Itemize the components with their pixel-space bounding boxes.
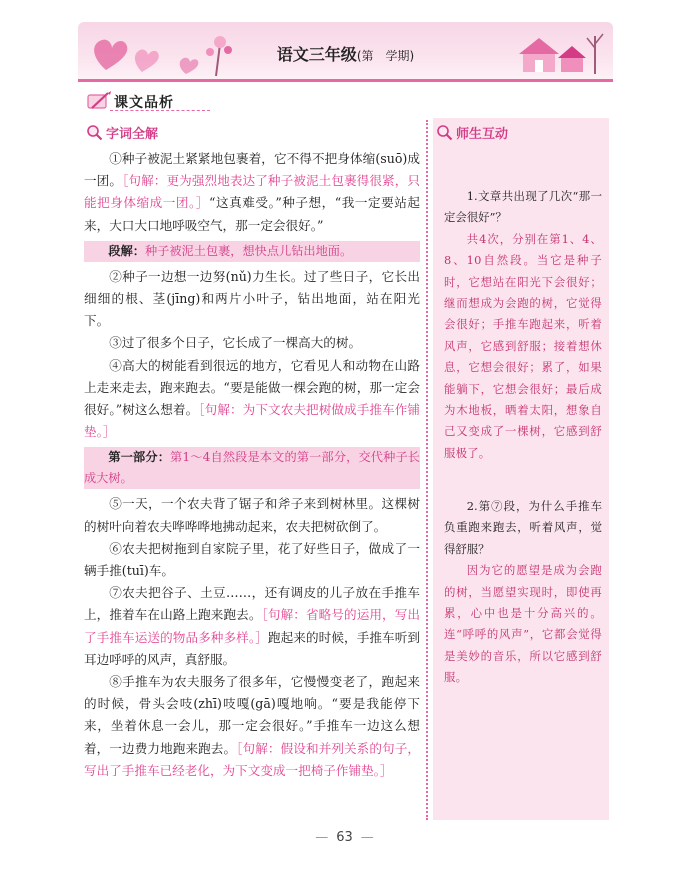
footer-dash-left: — [315,830,329,845]
right-section-title: 师生互动 [456,127,509,142]
right-section-heading [436,123,508,141]
qa-item-2 [444,496,602,689]
sentence-note: ［句解：更为强烈地表达了种子被泥土包裹得很紧，只能把身体缩成一团。］ [84,173,421,211]
sentence-note: ［句解：为下文农夫把树做成手推车作铺垫。］ [84,402,421,440]
sentence-note: ［句解：假设和并列关系的句子，写出了手推车已经老化，为下文变成一把椅子作铺垫。］ [84,740,420,778]
left-section-title: 字词全解 [106,127,159,142]
house-tree-decoration-icon [513,26,609,76]
paragraph-6: ⑥农夫把树拖到自家院子里，花了好些日子，做成了一辆手推(tuī)车。 [84,540,420,579]
part-one-summary-box: 第一部分：第1～4自然段是本文的第一部分，交代种子长成大树。 [84,447,420,489]
page-footer [0,830,689,845]
pen-icon [86,90,112,112]
qa-item-1 [444,186,602,464]
magnifier-icon [436,124,453,141]
section-banner [86,90,206,112]
column-divider [426,120,428,820]
banner-title: 课文品析 [114,95,174,111]
paragraph-3: ③过了很多个日子，它长成了一棵高大的树。 [109,335,362,351]
book-title-main: 语文三年级 [276,45,357,64]
left-column [84,148,420,782]
answer-2: 因为它的愿望是成为会跑的树，当愿望实现时，即使再累，心中也是十分高兴的。连“呼呼的风声”，它都会觉得是美妙的音乐，所以它感到舒服。 [444,563,602,685]
answer-1: 共4次，分别在第1、4、8、10自然段。当它是种子时，它想站在阳光下会很好；继而想成为会跑的树，它觉得会很好；手推车跑起来，听着风声，它感到舒服；接着想休息，它想会很好；累了，如果能躺下，它想会很好；最后成为木地板，晒着太阳，想象自己又变成了一棵树，它感到舒服极了。 [444,231,602,460]
footer-dash-right: — [360,830,374,845]
paragraph-1: ①种子被泥土紧紧地包裹着，它不得不把身体缩(suō)成一团。［句解：更为强烈地表达了种子被泥土包裹得很紧，只能把身体缩成一团。］“这真难受。”种子想，“我一定要站起来，大口大口地呼吸空气，那一定会很好。” [84,151,421,233]
banner-underline [110,110,210,111]
left-section-heading [86,123,158,141]
paragraph-analysis-box: 段解：种子被泥土包裹，想快点儿钻出地面。 [84,241,420,262]
paragraph-4: ④高大的树能看到很远的地方，它看见人和动物在山路上走来走去，跑来跑去。“要是能做一棵会跑的树，那一定会很好。”树这么想着。［句解：为下文农夫把树做成手推车作铺垫。］ [84,357,421,440]
book-title-sub: (第 学期) [356,49,415,63]
page-number: 63 [336,830,353,845]
sentence-note: ［句解：省略号的运用，写出了手推车运送的物品多种多样。］ [84,607,421,645]
paragraph-2: ②种子一边想一边努(nǔ)力生长。过了些日子，它长出细细的根、茎(jīng)和两片小叶子，钻出地面，站在阳光下。 [84,268,420,329]
paragraph-5: ⑤一天，一个农夫背了锯子和斧子来到树林里。这棵树的树叶向着农夫哗哗哗地拂动起来，农夫把树砍倒了。 [84,496,420,534]
question-1: 1.文章共出现了几次“那一定会很好”？ [444,189,602,225]
page-header [78,22,613,80]
paragraph-7: ⑦农夫把谷子、土豆……，还有调皮的儿子放在手推车上，推着车在山路上跑来跑去。［句解：省略号的运用，写出了手推车运送的物品多种多样。］跑起来的时候，手推车听到耳边呼呼的风声，真舒服。 [84,585,421,667]
question-2: 2.第⑦段，为什么手推车负重跑来跑去，听着风声，觉得舒服？ [444,499,602,556]
magnifier-icon [86,124,103,141]
paragraph-8: ⑧手推车为农夫服务了很多年，它慢慢变老了，跑起来的时候，骨头会吱(zhī)吱嘎(gā)嘎地响。“要是我能停下来，坐着休息一会儿，那一定会很好。”手推车一边这么想着，一边费力地跑来跑去。［句解：假设和并列关系的句子，写出了手推车已经老化，为下文变成一把椅子作铺垫。］ [84,674,420,778]
header-rule [78,79,613,82]
